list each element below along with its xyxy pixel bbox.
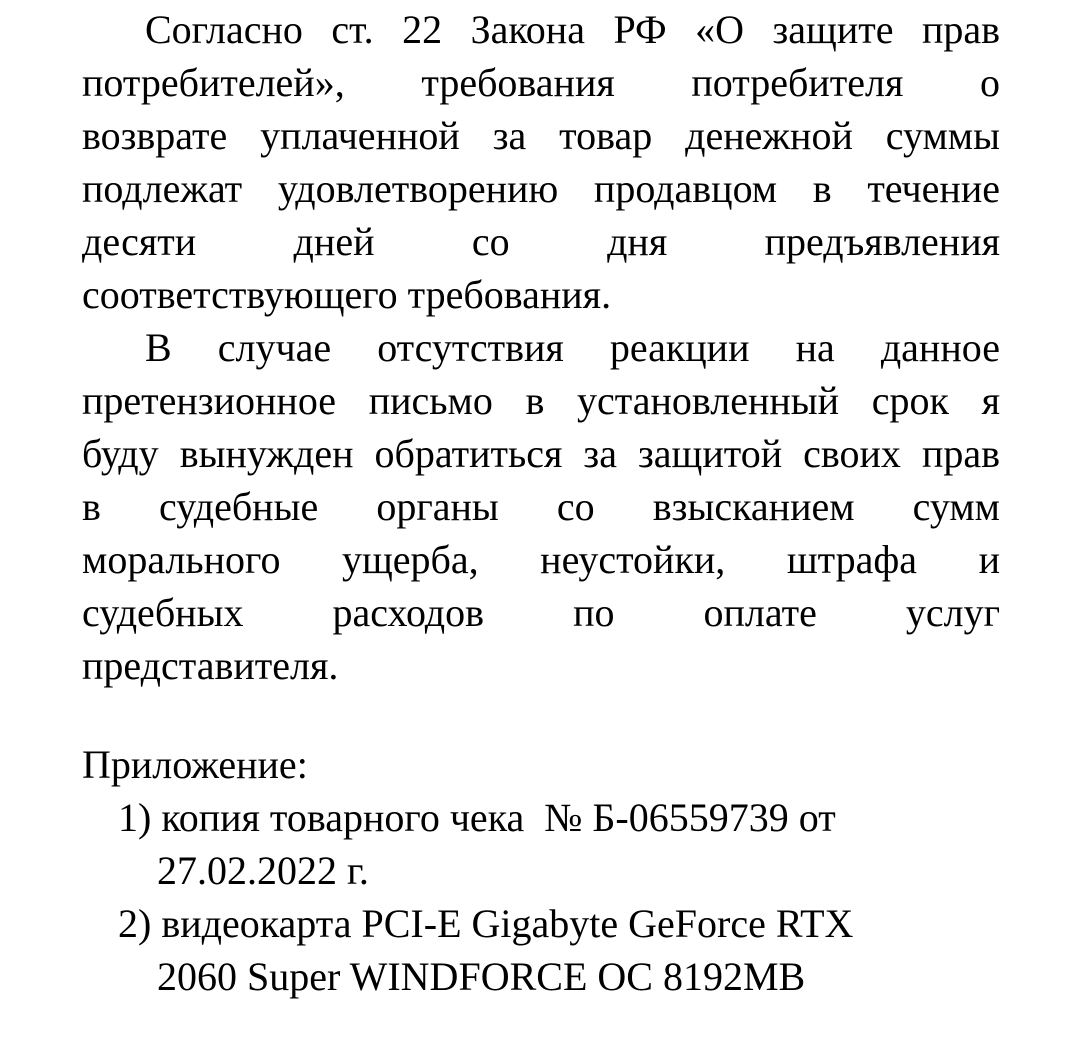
attachment-item-receipt xyxy=(82,791,1000,897)
paragraph-law-reference xyxy=(82,3,1000,321)
text-line: В случае отсутствия реакции на данное xyxy=(145,325,1000,370)
text-line: в судебные органы со взысканием сумм xyxy=(82,484,1000,529)
text-line: 1) копия товарного чека № Б-06559739 от xyxy=(118,795,836,840)
attachment-section xyxy=(82,738,1000,1003)
attachment-item-videocard xyxy=(82,897,1000,1003)
text-line: претензионное письмо в установленный срок я xyxy=(82,378,1000,423)
text-line: Согласно ст. 22 Закона РФ «О защите прав xyxy=(145,7,1000,52)
text-line: морального ущерба, неустойки, штрафа и xyxy=(82,537,1000,582)
text-line: потребителей», требования потребителя о xyxy=(82,60,1000,105)
text-line: 2) видеокарта PCI-E Gigabyte GeForce RTX xyxy=(118,901,854,946)
text-line: судебных расходов по оплате услуг xyxy=(82,590,1000,635)
text-line: десяти дней со дня предъявления xyxy=(82,219,1000,264)
text-line: 2060 Super WINDFORCE OC 8192MB xyxy=(157,954,806,999)
text-line: 27.02.2022 г. xyxy=(157,848,369,893)
text-line: подлежат удовлетворению продавцом в течение xyxy=(82,166,1000,211)
text-line: соответствующего требования. xyxy=(82,272,612,317)
text-line: буду вынужден обратиться за защитой своих прав xyxy=(82,431,1000,476)
text-line: представителя. xyxy=(82,643,339,688)
attachment-heading: Приложение: xyxy=(82,742,308,787)
paragraph-court-warning xyxy=(82,321,1000,692)
text-line: возврате уплаченной за товар денежной суммы xyxy=(82,113,1000,158)
